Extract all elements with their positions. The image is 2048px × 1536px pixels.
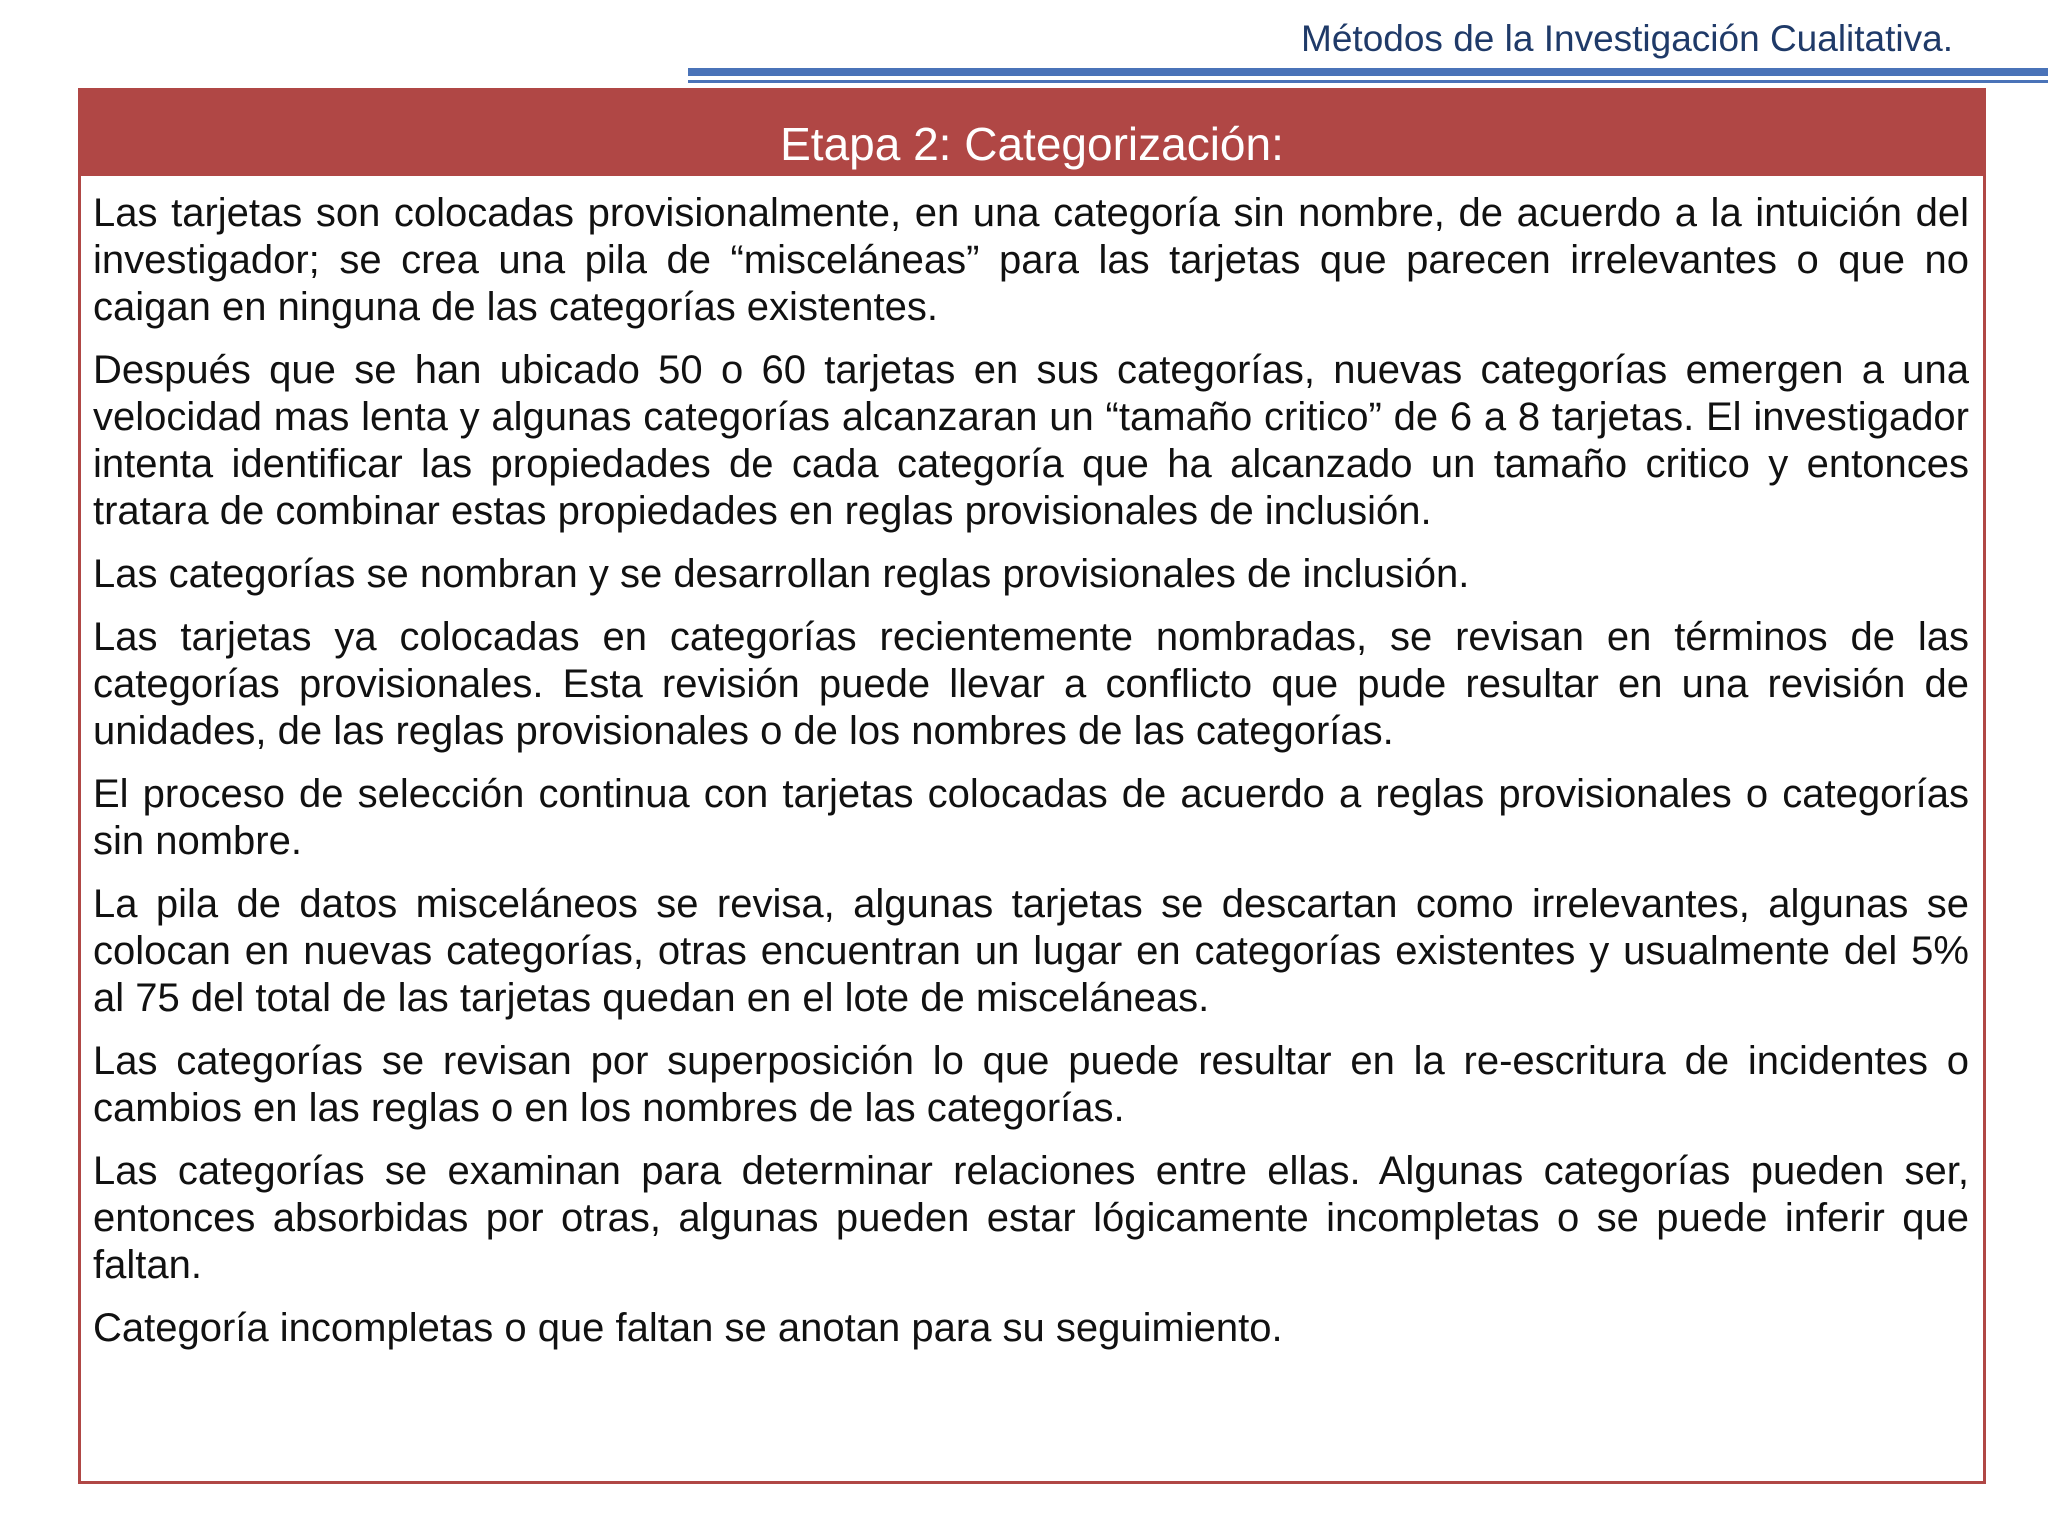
paragraph-5: El proceso de selección continua con tarjetas colocadas de acuerdo a reglas provisionales o categorías sin nombre. <box>93 772 1969 863</box>
paragraph-2: Después que se han ubicado 50 o 60 tarjetas en sus categorías, nuevas categorías emergen a una velocidad mas lenta y algunas categorías alcanzaran un “tamaño critico” de 6 a 8 tarjetas. El investigador intenta identificar las propiedades de cada categoría que ha alcanzado un tamaño critico y entonces tratara de combinar estas propiedades en reglas provisionales de inclusión. <box>93 348 1969 533</box>
paragraph-8: Las categorías se examinan para determinar relaciones entre ellas. Algunas categorías pueden ser, entonces absorbidas por otras, algunas pueden estar lógicamente incompletas o se puede inferir que faltan. <box>93 1149 1969 1287</box>
paragraph-9: Categoría incompletas o que faltan se anotan para su seguimiento. <box>93 1306 1283 1350</box>
paragraph-4: Las tarjetas ya colocadas en categorías recientemente nombradas, se revisan en términos de las categorías provisionales. Esta revisión puede llevar a conflicto que pude resultar en una revisión de unidades, de las reglas provisionales o de los nombres de las categorías. <box>93 615 1969 753</box>
header-rule-thin <box>688 80 2048 83</box>
paragraph-7: Las categorías se revisan por superposición lo que puede resultar en la re-escritura de incidentes o cambios en las reglas o en los nombres de las categorías. <box>93 1039 1969 1130</box>
header-course-title: Métodos de la Investigación Cualitativa. <box>1301 18 1953 59</box>
title-band <box>81 91 1983 176</box>
header-rule-thick <box>688 68 2048 76</box>
slide-title: Etapa 2: Categorización: <box>780 118 1284 170</box>
paragraph-1: Las tarjetas son colocadas provisionalmente, en una categoría sin nombre, de acuerdo a la intuición del investigador; se crea una pila de “misceláneas” para las tarjetas que parecen irrelevantes o que no caigan en ninguna de las categorías existentes. <box>93 191 1969 329</box>
paragraph-6: La pila de datos misceláneos se revisa, algunas tarjetas se descartan como irrelevantes, algunas se colocan en nuevas categorías, otras encuentran un lugar en categorías existentes y usualmente del 5% al 75 del total de las tarjetas quedan en el lote de misceláneas. <box>93 882 1969 1020</box>
slide-body <box>93 190 1969 1368</box>
paragraph-3: Las categorías se nombran y se desarrollan reglas provisionales de inclusión. <box>93 552 1470 596</box>
